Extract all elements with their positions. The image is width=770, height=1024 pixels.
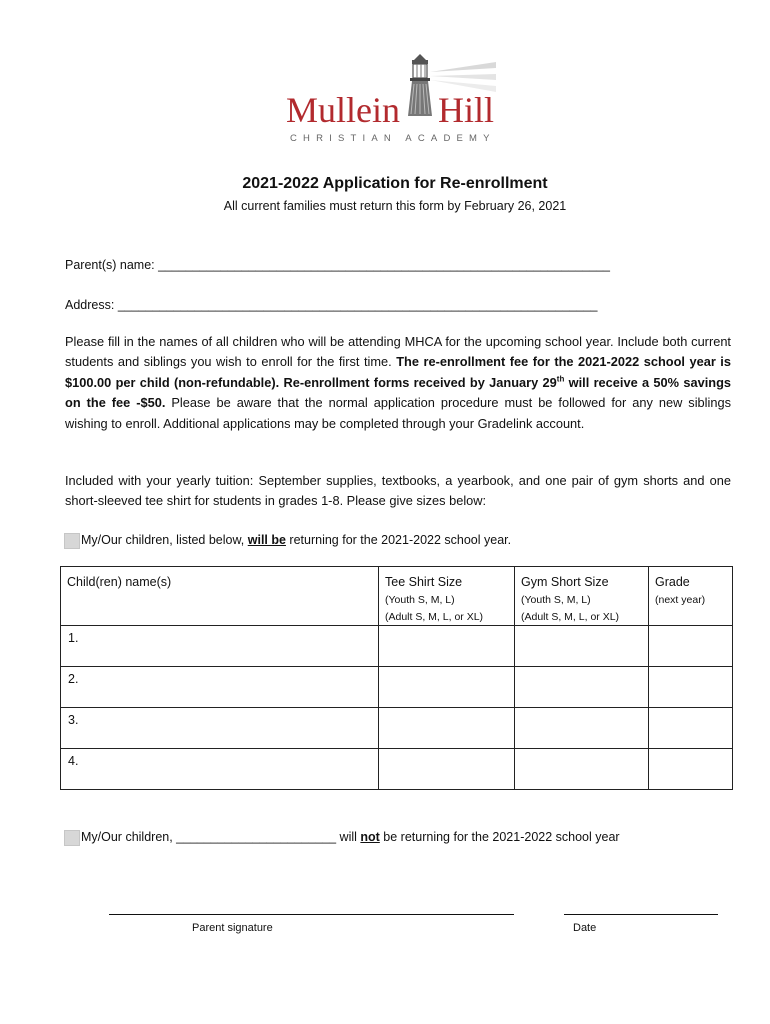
tee-size-cell[interactable] <box>379 708 515 749</box>
parent-signature-line[interactable] <box>109 914 514 915</box>
returning-bold: will be <box>247 533 286 547</box>
child-name-cell[interactable] <box>61 749 379 790</box>
row-number: 3. <box>68 713 79 727</box>
discount-text: will receive a 50% savings on the fee -$50. <box>65 374 732 411</box>
row-number: 2. <box>68 672 79 686</box>
header-hint: (Youth S, M, L) (Adult S, M, L, or XL) <box>521 594 620 623</box>
instructions-text: Please fill in the names of all children who will be attending MHCA for the upcoming school year. Include both current students and siblings you wish to enroll for the first time. <box>65 334 731 370</box>
grade-cell[interactable] <box>649 626 733 667</box>
header-tee-size <box>379 567 515 626</box>
parents-name-line[interactable]: _________________________________________________________________ <box>158 258 610 272</box>
parents-name-label: Parent(s) name: <box>65 258 159 272</box>
tee-size-cell[interactable] <box>379 626 515 667</box>
child-name-cell[interactable] <box>61 667 379 708</box>
header-label: Tee Shirt Size <box>385 575 463 589</box>
not-returning-statement <box>81 829 620 845</box>
tuition-paragraph: Included with your yearly tuition: September supplies, textbooks, a yearbook, and one pair of gym shorts and one short-sleeved tee shirt for students in grades 1-8. Please give sizes below: <box>65 473 731 509</box>
page-title: 2021-2022 Application for Re-enrollment <box>242 175 548 192</box>
header-grade <box>649 567 733 626</box>
logo-subtitle: CHRISTIAN ACADEMY <box>290 133 496 144</box>
procedure-text: Please be aware that the normal application procedure must be followed for any new siblings wishing to enroll. Additional applications may be completed through your Gradelink account. <box>65 395 731 431</box>
not-returning-mid: will <box>336 830 361 844</box>
tee-size-cell[interactable] <box>379 667 515 708</box>
grade-cell[interactable] <box>649 749 733 790</box>
table-row <box>61 667 733 708</box>
not-returning-name-line[interactable]: _______________________ <box>176 830 337 844</box>
table-header-row <box>61 567 733 626</box>
row-number: 1. <box>68 631 79 645</box>
grade-cell[interactable] <box>649 708 733 749</box>
returning-post: returning for the 2021-2022 school year. <box>285 533 512 547</box>
gym-size-cell[interactable] <box>515 667 649 708</box>
header-gym-size <box>515 567 649 626</box>
table-row <box>61 626 733 667</box>
not-returning-post: be returning for the 2021-2022 school year <box>379 830 620 844</box>
not-returning-pre: My/Our children, <box>81 830 177 844</box>
page-subtitle: All current families must return this form by February 26, 2021 <box>223 199 567 213</box>
logo-word-hill: Hill <box>438 90 495 130</box>
returning-checkbox[interactable] <box>64 533 80 549</box>
header-label: Gym Short Size <box>521 575 609 589</box>
date-line[interactable] <box>564 914 718 915</box>
tee-size-cell[interactable] <box>379 749 515 790</box>
address-field[interactable] <box>65 297 598 313</box>
table-row <box>61 749 733 790</box>
parents-name-field[interactable] <box>65 257 610 273</box>
gym-size-cell[interactable] <box>515 708 649 749</box>
header-label: Grade <box>655 575 690 589</box>
grade-cell[interactable] <box>649 667 733 708</box>
logo-word-mullein: Mullein <box>286 90 400 130</box>
school-logo <box>282 52 502 144</box>
children-table <box>60 566 733 790</box>
child-name-cell[interactable] <box>61 626 379 667</box>
date-label: Date <box>573 922 597 934</box>
gym-size-cell[interactable] <box>515 749 649 790</box>
not-returning-checkbox[interactable] <box>64 830 80 846</box>
table-row <box>61 708 733 749</box>
returning-statement <box>81 532 511 548</box>
instructions-paragraph <box>65 332 731 434</box>
parent-signature-label: Parent signature <box>192 922 273 934</box>
child-name-cell[interactable] <box>61 708 379 749</box>
row-number: 4. <box>68 754 79 768</box>
gym-size-cell[interactable] <box>515 626 649 667</box>
not-returning-bold: not <box>360 830 380 844</box>
returning-pre: My/Our children, listed below, <box>81 533 248 547</box>
address-label: Address: <box>65 298 118 312</box>
header-hint: (next year) <box>655 594 706 606</box>
fee-text: The re-enrollment fee for the 2021-2022 school year is $100.00 per child (non-refundable). Re-enrollment forms received by January 29 <box>65 354 731 390</box>
fee-superscript: th <box>556 374 565 384</box>
header-child-names <box>61 567 379 626</box>
address-line[interactable]: _____________________________________________________________________ <box>117 298 598 312</box>
header-label: Child(ren) name(s) <box>67 575 172 589</box>
header-hint: (Youth S, M, L) (Adult S, M, L, or XL) <box>385 594 484 623</box>
